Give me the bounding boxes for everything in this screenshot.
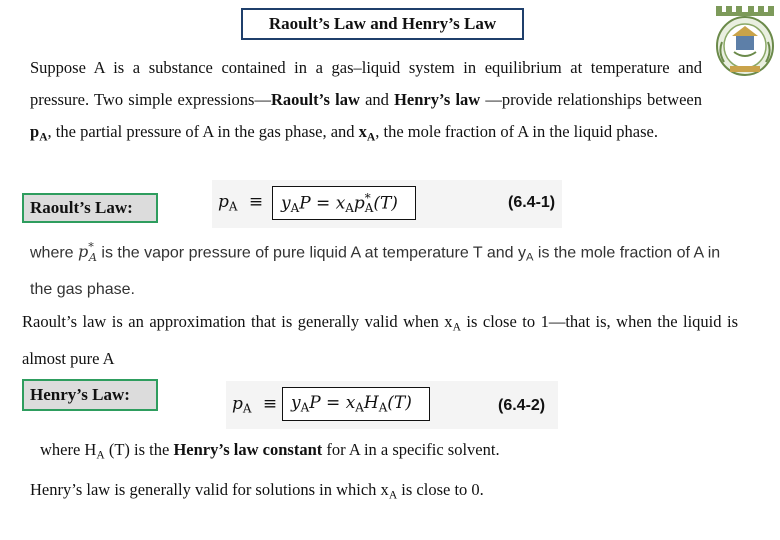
henry-equation-panel xyxy=(226,381,558,429)
intro-text-3: , the partial pressure of A in the gas phase, and xyxy=(47,122,359,141)
raoult-law-label xyxy=(22,193,158,223)
university-emblem-icon xyxy=(712,2,778,80)
raoult-law-label-text: Raoult’s Law: xyxy=(30,198,133,217)
raoult-equation-panel xyxy=(212,180,562,228)
raoult-validity-note: Raoult’s law is an approximation that is generally valid when $x_A$ is close to 1—that is, when the liquid is almost pure A xyxy=(22,312,738,369)
henry-law-label-text: Henry’s Law: xyxy=(30,385,130,404)
raoult-eq-box: $y_AP = x_Ap^*_A(T)$ xyxy=(272,186,416,220)
pA-symbol: p xyxy=(30,122,40,141)
henry-law-constant-term: Henry’s law constant xyxy=(173,440,323,459)
intro-text-1: Suppose A is a substance contained in a gas–liquid system in equilibrium at temperature and pressure. Two simple expressions— xyxy=(30,58,702,109)
henry-validity-note: Henry’s law is generally valid for solutions in which $x_A$ is close to 0. xyxy=(30,480,484,502)
henry-eq-lhs: $p_A$ ≡ xyxy=(232,394,278,416)
henry-law-term: Henry’s law xyxy=(394,90,481,109)
intro-text-2: —provide relationships between xyxy=(480,90,702,109)
pA-subscript: A xyxy=(39,131,48,144)
raoult-eq-lhs: $p_A$ ≡ xyxy=(218,192,264,214)
page-title xyxy=(241,8,524,40)
henry-where-text: where $H_A$ (T) is the Henry’s law constant for A in a specific solvent. xyxy=(40,440,500,462)
raoult-eq-number: (6.4-1) xyxy=(508,194,556,211)
henry-eq-number: (6.4-2) xyxy=(498,397,546,414)
intro-paragraph xyxy=(30,52,702,153)
intro-and: and xyxy=(359,90,395,109)
henry-law-label xyxy=(22,379,158,411)
henry-eq-box: $y_AP = x_AH_A(T)$ xyxy=(282,387,430,421)
raoult-law-term: Raoult’s law xyxy=(270,90,360,109)
xA-symbol: x xyxy=(358,122,367,141)
xA-subscript: A xyxy=(366,131,376,144)
raoult-where-text: where $p^*_A$ is the vapor pressure of pure liquid A at temperature T and $y_A$ is the mole fraction of A in the gas phase. xyxy=(30,241,721,298)
page-title-text: Raoult’s Law and Henry’s Law xyxy=(268,14,497,33)
intro-text-4: , the mole fraction of A in the liquid phase. xyxy=(375,122,658,141)
